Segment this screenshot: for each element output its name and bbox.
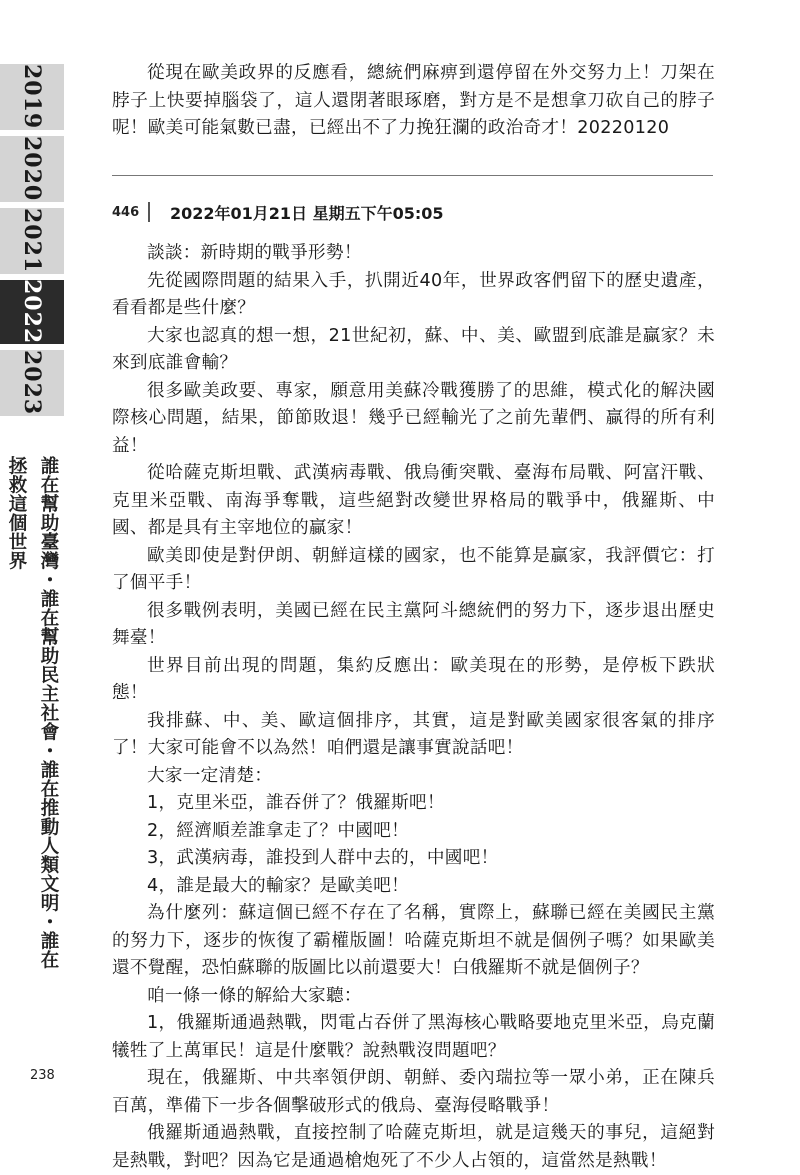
list-item: 1，克里米亞，誰吞併了？俄羅斯吧！ [147,793,445,813]
list-item: 4，誰是最大的輸家？是歐美吧！ [147,875,410,896]
paragraph: 很多戰例表明，美國已經在民主黨阿斗總統們的努力下，逐步退出歷史舞臺！ [112,600,715,648]
paragraph: 很多歐美政要、專家，願意用美蘇冷戰獲勝了的思維，模式化的解決國際核心問題，結果，節節敗退！幾乎已經輸光了之前先輩們、贏得的所有利益！ [112,380,715,456]
list-item: 3，武漢病毒，誰投到人群中去的，中國吧！ [147,848,499,868]
entry-header [112,200,444,224]
tab-2020[interactable] [0,136,64,202]
paragraph: 為什麼列：蘇這個已經不存在了名稱，實際上，蘇聯已經在美國民主黨的努力下，逐步的恢復了霸權版圖！哈薩克斯坦不就是個例子嗎？如果歐美還不覺醒，恐怕蘇聯的版圖比以前還要大！白俄羅斯不就是個例子？ [112,903,715,978]
tab-2021-label: 2021 [19,208,45,274]
entry-number: 446 [112,204,140,220]
entry-date: 2022年01月21日 星期五下午05:05 [170,203,444,223]
paragraph: 1，俄羅斯通過熱戰，閃電占吞併了黑海核心戰略要地克里米亞，烏克蘭犧牲了上萬軍民！這是什麼戰？說熱戰沒問題吧？ [112,1013,715,1061]
paragraph: 先從國際問題的結果入手，扒開近40年，世界政客們留下的歷史遺產，看看都是些什麼？ [112,270,715,318]
page-number: 238 [30,1068,55,1083]
tab-2023-label: 2023 [19,350,45,416]
paragraph: 俄羅斯通過熱戰，直接控制了哈薩克斯坦，就是這幾天的事兒，這絕對是熱戰，對吧？因為它是通過槍炮死了不少人占領的，這當然是熱戰！ [112,1123,715,1171]
entry-separator [148,202,150,222]
tab-2023[interactable] [0,350,64,416]
paragraph: 大家也認真的想一想，21世紀初，蘇、中、美、歐盟到底誰是贏家？未來到底誰會輸？ [112,325,715,373]
previous-entry-text [112,60,715,143]
paragraph: 我排蘇、中、美、歐這個排序，其實，這是對歐美國家很客氣的排序了！大家可能會不以為然！咱們還是讓事實說話吧！ [112,710,715,758]
paragraph: 從哈薩克斯坦戰、武漢病毒戰、俄烏衝突戰、臺海布局戰、阿富汗戰、克里米亞戰、南海爭奪戰，這些絕對改變世界格局的戰爭中，俄羅斯、中國、都是具有主宰地位的贏家！ [112,463,715,538]
entry-body [112,240,715,1175]
list-item: 2，經濟順差誰拿走了？中國吧！ [147,820,410,841]
entry-heading: 談談：新時期的戰爭形勢！ [147,243,362,263]
paragraph: 大家一定清楚： [147,765,273,786]
tab-2021[interactable] [0,208,64,274]
tab-2022[interactable] [0,280,64,344]
tab-2020-label: 2020 [19,136,45,202]
paragraph: 從現在歐美政界的反應看，總統們麻痹到還停留在外交努力上！刀架在脖子上快要掉腦袋了，這人還閉著眼琢磨，對方是不是想拿刀砍自己的脖子呢！歐美可能氣數已盡，已經出不了力挽狂瀾的政治奇才！20220120 [112,63,715,138]
tab-2019-label: 2019 [19,64,45,130]
entry-divider [112,175,713,176]
paragraph: 世界目前出現的問題，集約反應出：歐美現在的形勢，是停板下跌狀態！ [112,655,715,703]
tab-2019[interactable] [0,64,64,130]
tab-2022-label: 2022 [19,279,45,345]
paragraph: 歐美即使是對伊朗、朝鮮這樣的國家，也不能算是贏家，我評價它：打了個平手！ [112,545,715,593]
paragraph: 現在，俄羅斯、中共率領伊朗、朝鮮、委內瑞拉等一眾小弟，正在陳兵百萬，準備下一步各個擊破形式的俄烏、臺海侵略戰爭！ [112,1068,715,1116]
paragraph: 咱一條一條的解給大家聽： [147,985,362,1006]
book-side-title: 誰在幫助臺灣・誰在幫助民主社會・誰在推動人類文明・誰在拯救這個世界 [6,456,59,969]
